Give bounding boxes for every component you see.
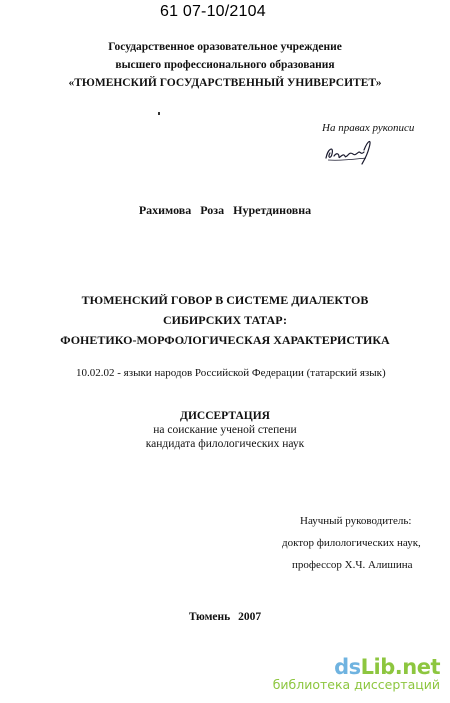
dslib-watermark[interactable] [273,655,440,692]
supervisor-label: Научный руководитель: [300,515,412,527]
dslib-tagline: библиотека диссертаций [272,677,440,692]
dissertation-title [0,290,450,350]
degree-name: кандидата филологических наук [145,438,305,450]
title-line-2: СИБИРСКИХ ТАТАР: [163,313,287,327]
institution-line-1: Государственное оразовательное учреждение [108,41,342,53]
dissertation-type-block [0,409,450,451]
degree-purpose: на соискание ученой степени [153,424,297,436]
dslib-logo: dsLib.net [334,655,440,679]
institution-line-2: высшего профессионального образования [115,59,335,71]
supervisor-block [282,510,421,576]
specialty-code: 10.02.02 - языки народов Российской Федерации (татарский язык) [76,367,386,379]
institution-block [0,38,450,92]
university-name: «ТЮМЕНСКИЙ ГОСУДАРСТВЕННЫЙ УНИВЕРСИТЕТ» [68,77,382,89]
author-name: Рахимова Роза Нуретдиновна [138,203,312,217]
supervisor-degree: доктор филологических наук, [282,537,421,549]
supervisor-name: профессор Х.Ч. Алишина [292,559,413,571]
handwritten-signature [322,136,382,171]
title-line-1: ТЮМЕНСКИЙ ГОВОР В СИСТЕМЕ ДИАЛЕКТОВ [81,293,369,307]
scan-speck [158,112,160,115]
manuscript-rights-label: На правах рукописи [322,122,415,134]
title-line-3: ФОНЕТИКО-МОРФОЛОГИЧЕСКАЯ ХАРАКТЕРИСТИКА [60,333,390,347]
registration-code: 61 07-10/2104 [160,3,266,20]
dissertation-type: ДИССЕРТАЦИЯ [180,410,270,422]
city-year: Тюмень 2007 [188,611,262,623]
